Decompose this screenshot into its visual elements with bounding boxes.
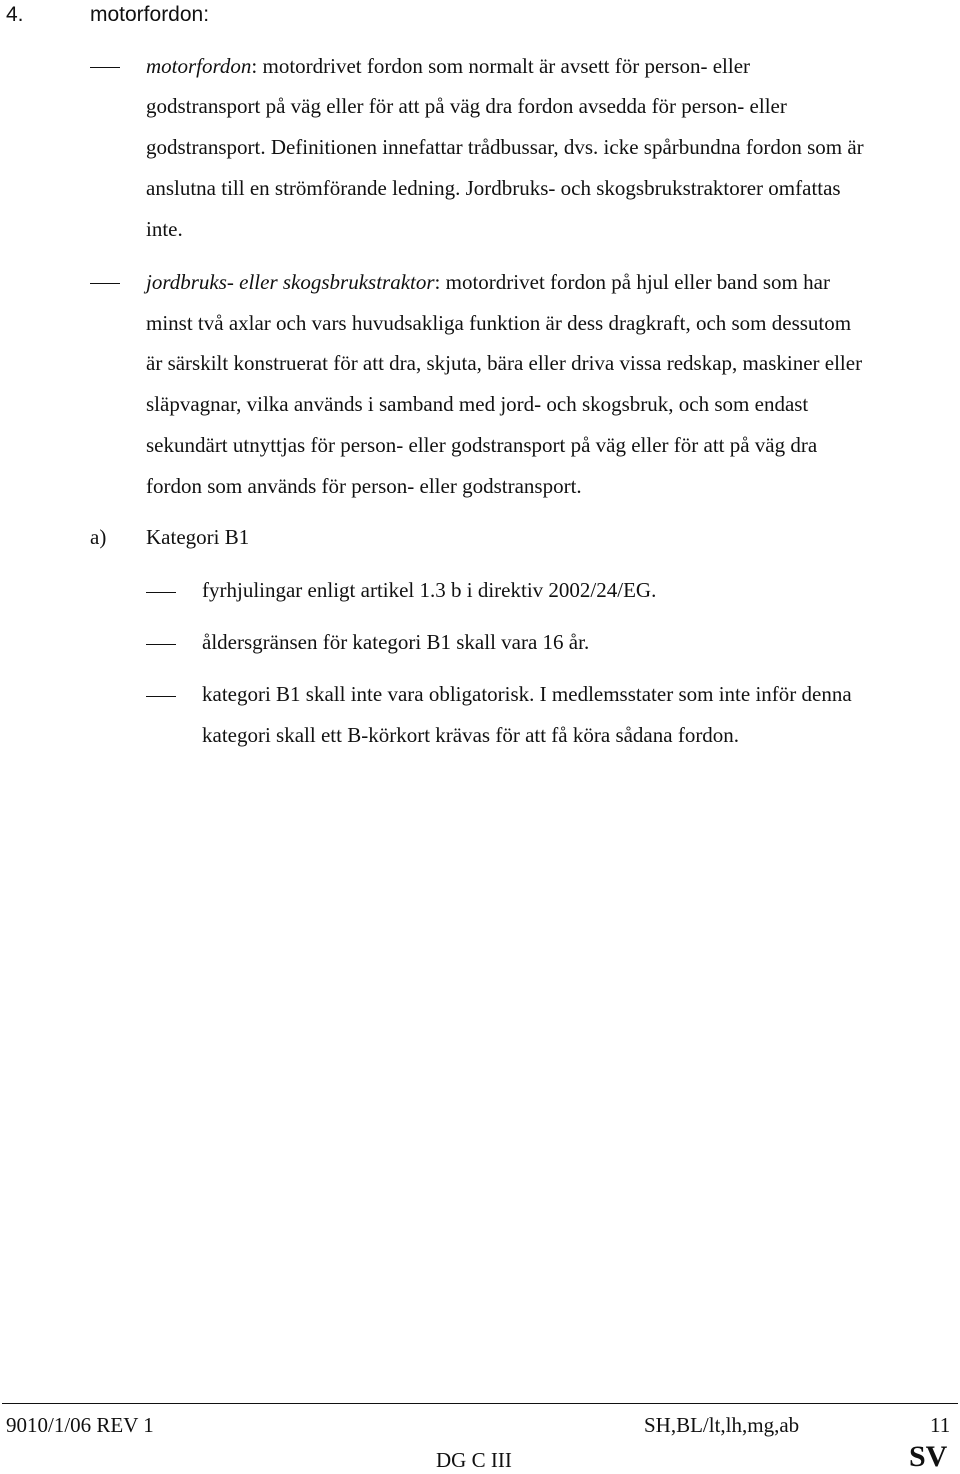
definition-text: : motordrivet fordon på hjul eller band som har xyxy=(434,270,830,294)
dash-bullet xyxy=(90,283,120,284)
category-marker: a) xyxy=(90,525,107,549)
category-item-continuation: kategori skall ett B-körkort krävas för att få köra sådana fordon. xyxy=(202,723,740,747)
definition-line xyxy=(146,270,830,295)
definition-line: fordon som används för person- eller godstransport. xyxy=(146,474,582,498)
dash-bullet xyxy=(146,696,176,697)
definition-line: minst två axlar och vars huvudsakliga funktion är dess dragkraft, och som dessutom xyxy=(146,311,852,335)
footer-initials: SH,BL/lt,lh,mg,ab xyxy=(644,1413,800,1437)
definition-line: släpvagnar, vilka används i samband med jord- och skogsbruk, och som endast xyxy=(146,392,809,416)
definition-line: anslutna till en strömförande ledning. Jordbruks- och skogsbrukstraktorer omfattas xyxy=(146,176,841,200)
category-item: kategori B1 skall inte vara obligatorisk. I medlemsstater som inte inför denna xyxy=(202,682,852,706)
dash-bullet xyxy=(146,592,176,593)
footer-department: DG C III xyxy=(436,1448,512,1472)
definition-line: godstransport på väg eller för att på väg dra fordon avsedda för person- eller xyxy=(146,94,787,118)
definition-line: sekundärt utnyttjas för person- eller godstransport på väg eller för att på väg dra xyxy=(146,433,818,457)
definition-line: är särskilt konstruerat för att dra, skjuta, bära eller driva vissa redskap, maskiner eller xyxy=(146,351,863,375)
definition-line xyxy=(146,54,750,79)
footer-page-number: 11 xyxy=(930,1413,951,1437)
definition-line: godstransport. Definitionen innefattar trådbussar, dvs. icke spårbundna fordon som är xyxy=(146,135,864,159)
category-title: Kategori B1 xyxy=(146,525,250,549)
section-number: 4. xyxy=(6,3,24,26)
section-title: motorfordon: xyxy=(90,3,210,26)
definition-term: jordbruks- eller skogsbrukstraktor xyxy=(146,270,435,294)
category-item: fyrhjulingar enligt artikel 1.3 b i direktiv 2002/24/EG. xyxy=(202,578,657,602)
dash-bullet xyxy=(90,67,120,68)
dash-bullet xyxy=(146,644,176,645)
definition-text: : motordrivet fordon som normalt är avsett för person- eller xyxy=(251,54,751,78)
definition-line: inte. xyxy=(146,217,183,241)
footer-rule xyxy=(2,1403,958,1404)
footer-doc-ref: 9010/1/06 REV 1 xyxy=(6,1413,154,1437)
category-item: åldersgränsen för kategori B1 skall vara 16 år. xyxy=(202,630,590,654)
footer-language: SV xyxy=(909,1440,948,1473)
definition-term: motorfordon xyxy=(146,54,252,78)
